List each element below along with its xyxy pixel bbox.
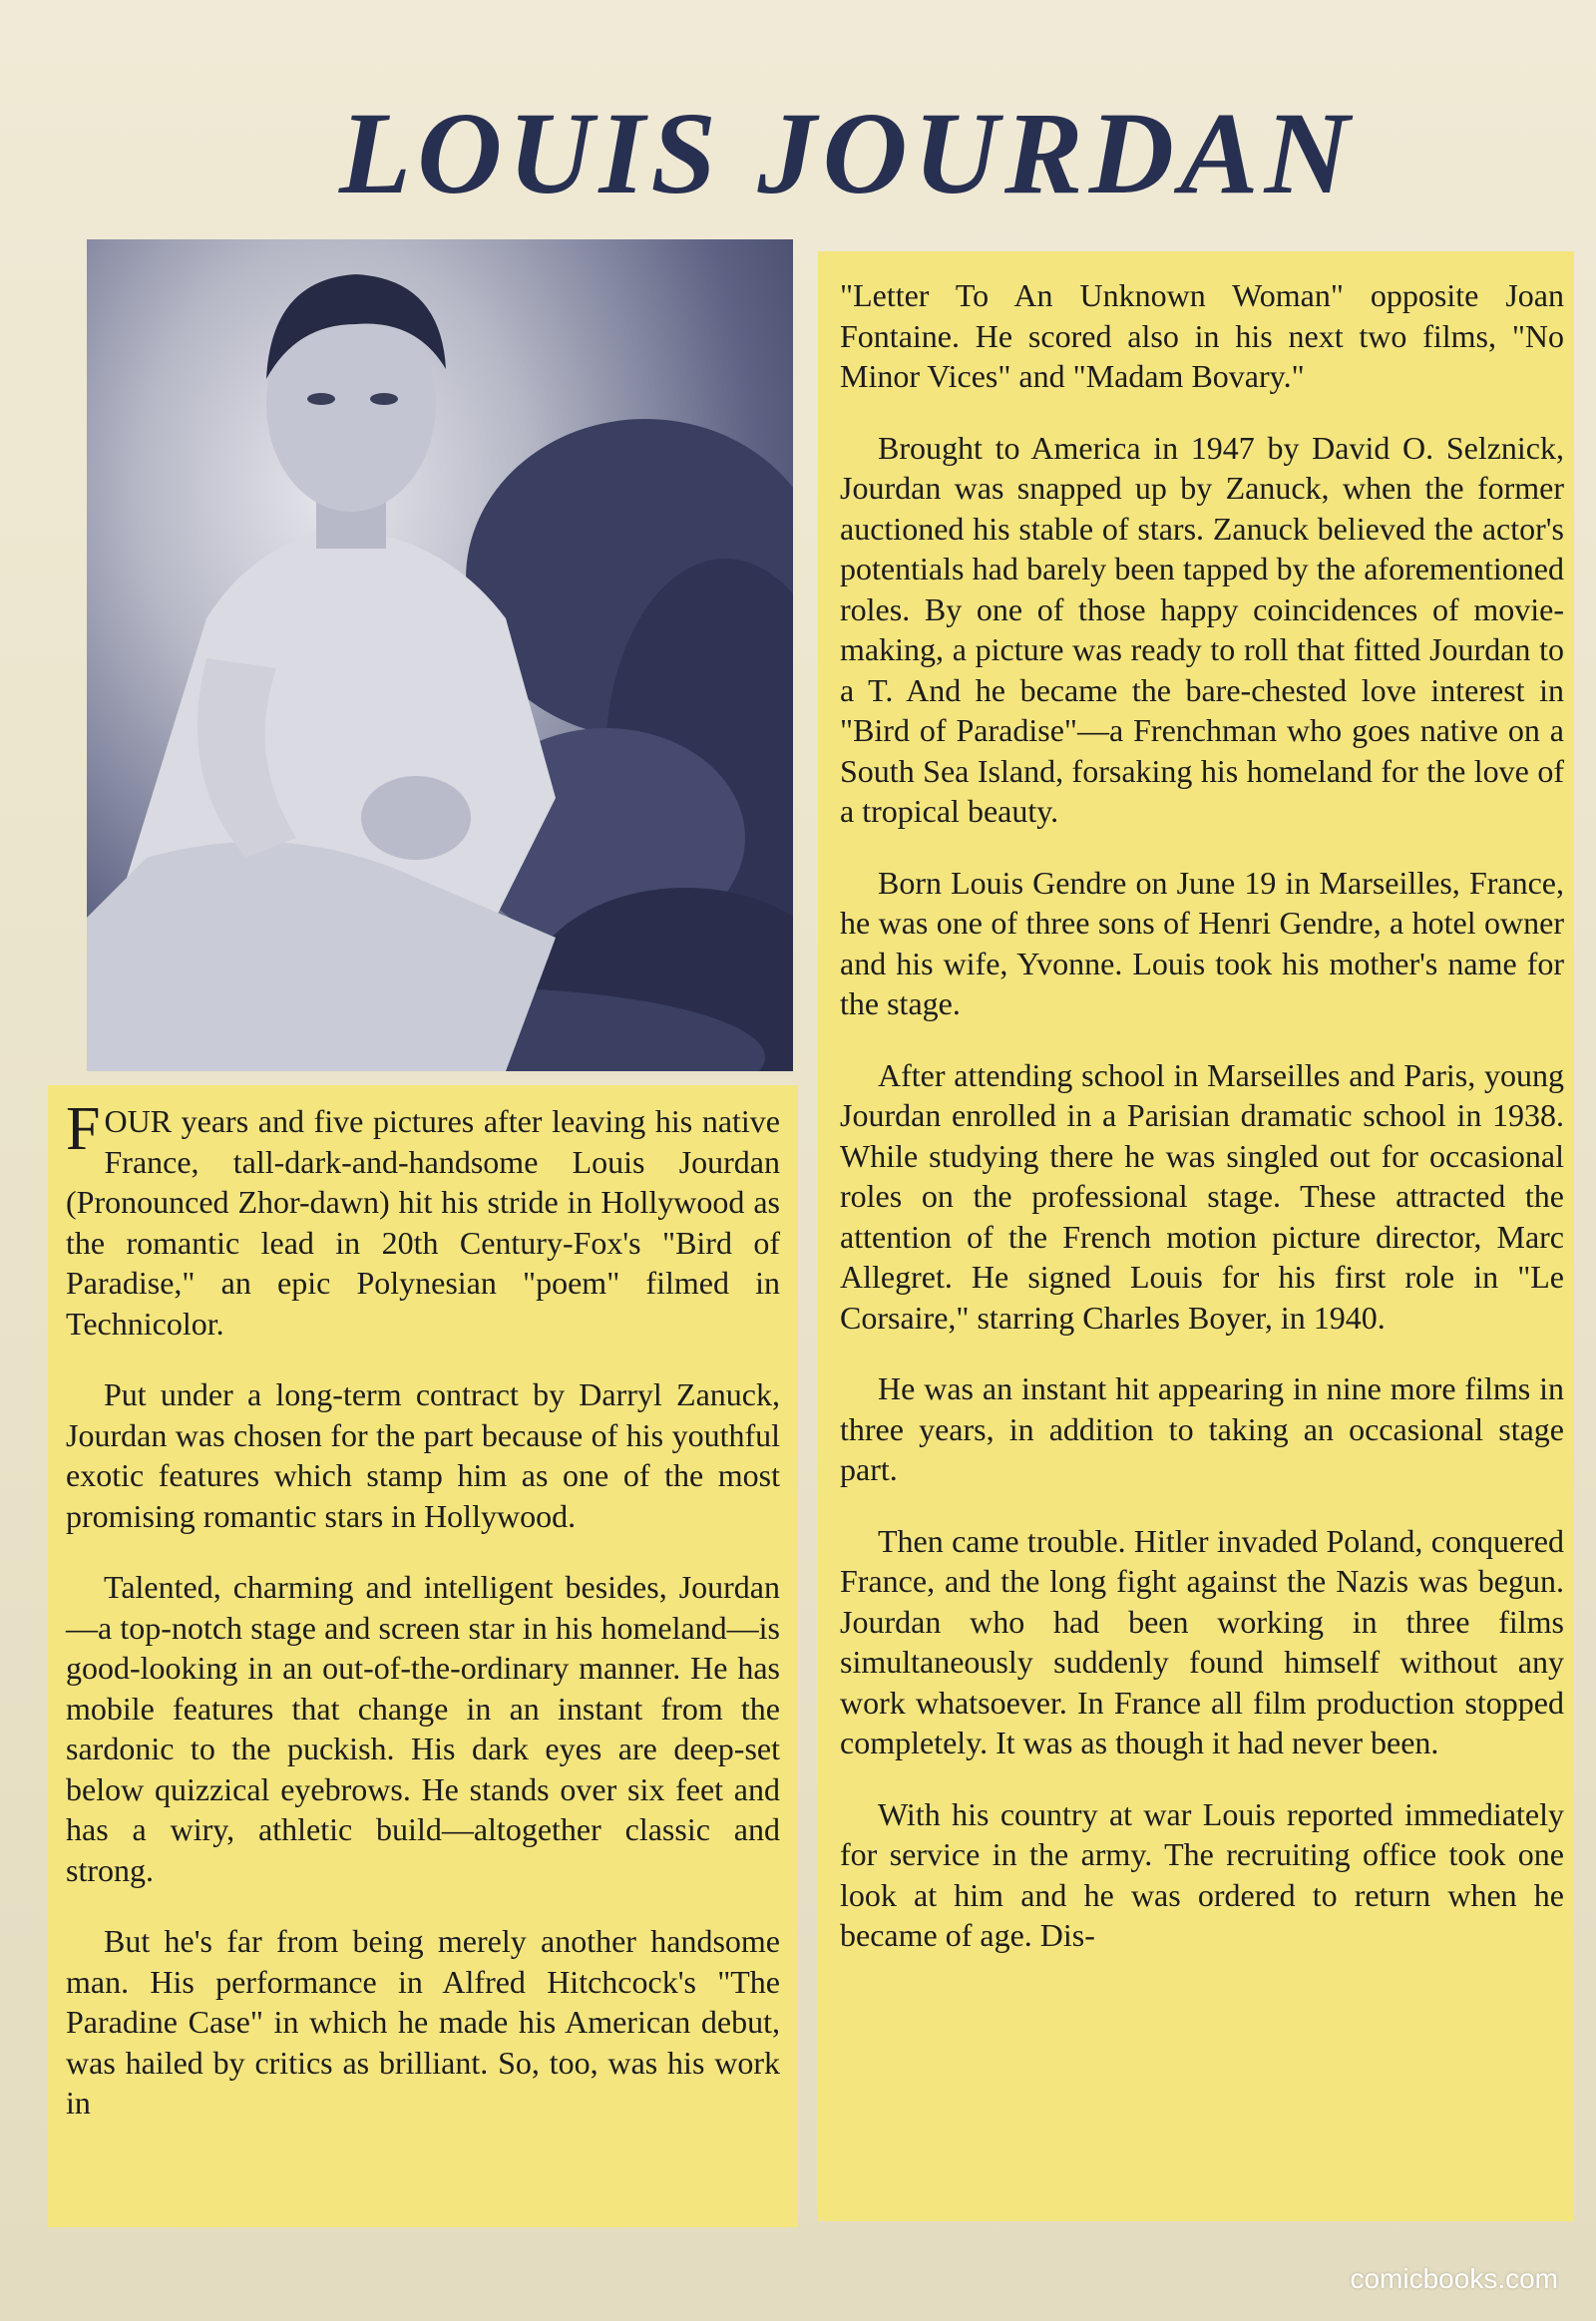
paragraph: Then came trouble. Hitler invaded Poland, conquered France, and the long fight against the Nazis was begun. Jourdan who had been working in three films simultaneously suddenly found himself without any work whatsoever. In France all film production stopped completely. It was as though it had never been.	[840, 1522, 1564, 1760]
watermark: comicbooks.com	[1350, 2263, 1558, 2294]
paragraph: But he's far from being merely another handsome man. His performance in Alfred Hitchcock's "The Paradine Case" in which he made his American debut, was hailed by critics as brilliant. So, too, was his work in	[66, 1923, 780, 2121]
paragraph: He was an instant hit appearing in nine more films in three years, in addition to taking an occasional stage part.	[840, 1370, 1564, 1487]
portrait-photo	[87, 239, 793, 1071]
paragraph	[66, 1095, 780, 1344]
right-text-column	[818, 251, 1574, 2221]
paragraph: Put under a long-term contract by Darryl Zanuck, Jourdan was chosen for the part because of his youthful exotic features which stamp him as one of the most promising romantic stars in Hollywood.	[66, 1376, 780, 1534]
left-text-column	[48, 1085, 798, 2227]
drop-cap: F	[66, 1095, 101, 1163]
paragraph-text: OUR years and five pictures after leaving his native France, tall-dark-and-handsome Louis Jourdan (Pronounced Zhor-dawn) hit his stride in Hollywood as the romantic lead in 20th Century-Fox's "Bird of Paradise," an epic Polynesian "poem" filmed in Technicolor.	[66, 1103, 780, 1342]
paragraph: With his country at war Louis reported immediately for service in the army. The recruiting office took one look at him and he was ordered to return when he became of age. Dis-	[840, 1795, 1564, 1953]
paragraph: After attending school in Marseilles and Paris, young Jourdan enrolled in a Parisian dramatic school in 1938. While studying there he was singled out for occasional roles on the professional stage. These attracted the attention of the French motion picture director, Marc Allegret. He signed Louis for his first role in "Le Corsaire," starring Charles Boyer, in 1940.	[840, 1056, 1564, 1336]
article-title: LOUIS JOURDAN	[339, 88, 1356, 218]
paragraph: Brought to America in 1947 by David O. Selznick, Jourdan was snapped up by Zanuck, when the former auctioned his stable of stars. Zanuck believed the actor's potentials had barely been tapped by the aforementioned roles. By one of those happy coincidences of movie-making, a picture was ready to roll that fitted Jourdan to a T. And he became the bare-chested love interest in "Bird of Paradise"—a Frenchman who goes native on a South Sea Island, forsaking his homeland for the love of a tropical beauty.	[840, 429, 1564, 829]
paragraph: Born Louis Gendre on June 19 in Marseilles, France, he was one of three sons of Henri Gendre, a hotel owner and his wife, Yvonne. Louis took his mother's name for the stage.	[840, 864, 1564, 1021]
paragraph: "Letter To An Unknown Woman" opposite Joan Fontaine. He scored also in his next two films, "No Minor Vices" and "Madam Bovary."	[840, 277, 1564, 394]
paragraph: Talented, charming and intelligent besides, Jourdan—a top-notch stage and screen star in his homeland—is good-looking in an out-of-the-ordinary manner. He has mobile features that change in an instant from the sardonic to the puckish. His dark eyes are deep-set below quizzical eyebrows. He stands over six feet and has a wiry, athletic build—altogether classic and strong.	[66, 1569, 780, 1888]
portrait-illustration	[87, 239, 793, 1071]
